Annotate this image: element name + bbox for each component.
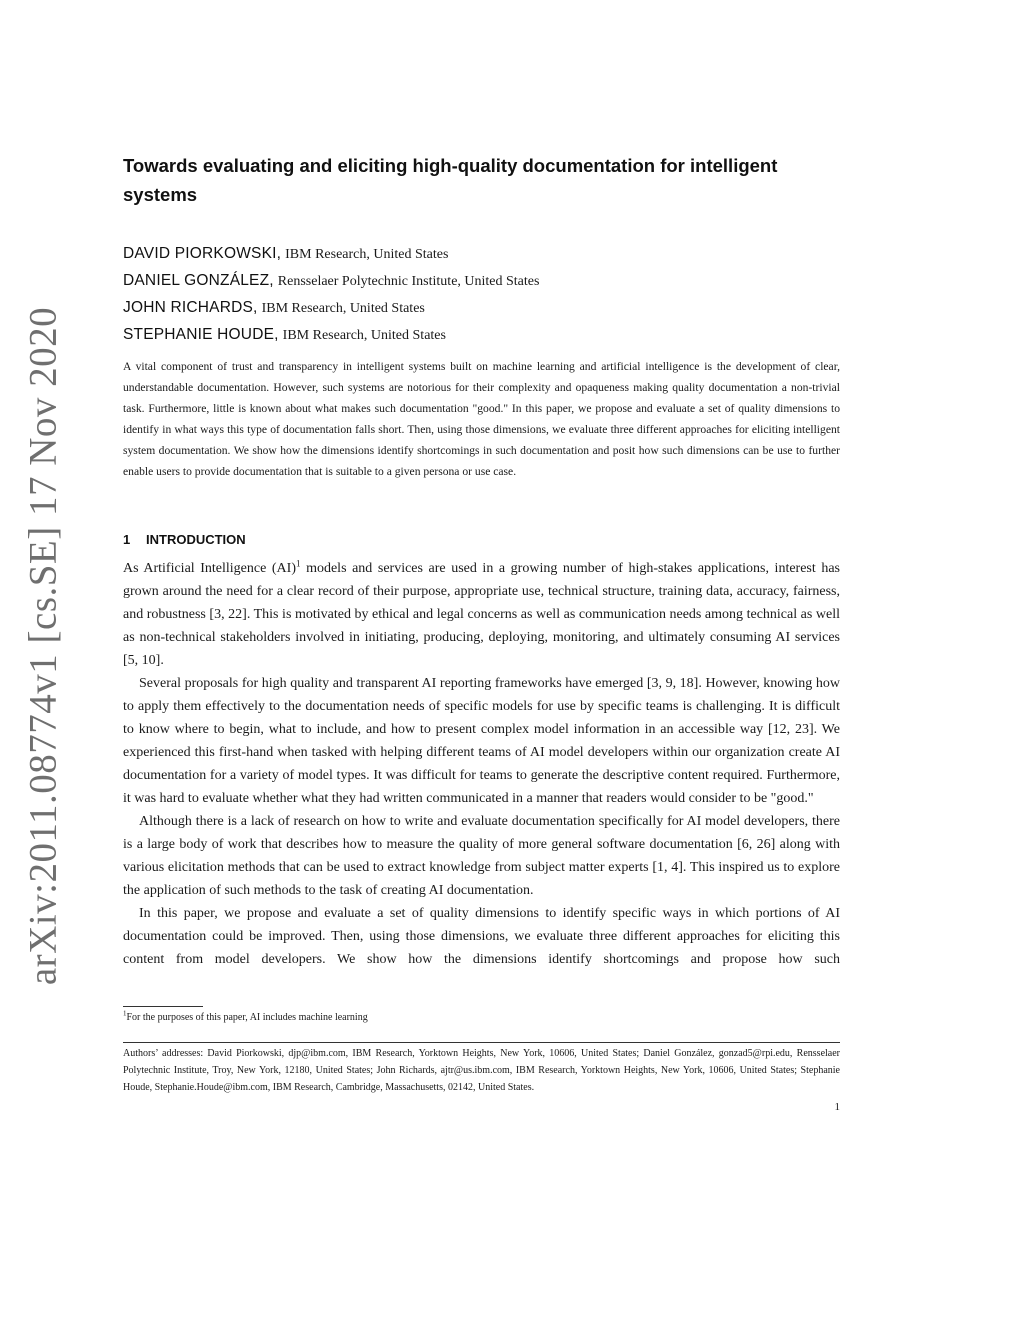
author-entry (123, 267, 840, 294)
arxiv-identifier-text: arXiv:2011.08774v1 [cs.SE] 17 Nov 2020 (21, 306, 65, 986)
body-paragraph: Although there is a lack of research on how to write and evaluate documentation specifically for AI model developers, there is a large body of work that describes how to measure the quality of more general software documentation [6, 26] along with various elicitation methods that can be used to extract knowledge from subject matter experts [1, 4]. This inspired us to explore the application of such methods to the task of creating AI documentation. (123, 814, 840, 898)
paragraph-text: models and services are used in a growing number of high-stakes applications, interest has grown around the need for a clear record of their purpose, appropriate use, technical structure, training data, accuracy, fairness, and robustness [3, 22]. This is motivated by ethical and legal concerns as well as communication needs among technical as well as non-technical stakeholders involved in initiating, producing, deploying, monitoring, and ultimately consuming AI services [5, 10]. (123, 561, 840, 668)
author-name: JOHN RICHARDS, (123, 299, 258, 316)
author-entry (123, 294, 840, 321)
footnote (123, 1011, 840, 1025)
author-list (123, 240, 840, 348)
body-paragraph: Several proposals for high quality and transparent AI reporting frameworks have emerged [3, 9, 18]. However, knowing how to apply them effectively to the documentation needs of specific models for use by specific teams is challenging. It is difficult to know where to begin, what to include, and how to present complex model information in an accessible way [12, 23]. We experienced this first-hand when tasked with helping different teams of AI model developers within our organization create AI documentation for a variety of model types. It was difficult for teams to generate the descriptive content required. Furthermore, it was hard to evaluate whether what they had written communicated in a manner that readers would consider to be "good." (123, 676, 840, 806)
author-name: STEPHANIE HOUDE, (123, 326, 279, 343)
section-heading (123, 530, 840, 550)
footnote-divider (123, 1006, 203, 1007)
section-number: 1 (123, 532, 131, 547)
author-name: DAVID PIORKOWSKI, (123, 245, 282, 262)
footnote-mark: 1 (123, 1009, 127, 1018)
author-entry (123, 321, 840, 348)
author-name: DANIEL GONZÁLEZ, (123, 272, 274, 289)
section-title: INTRODUCTION (146, 532, 246, 547)
author-affiliation: Rensselaer Polytechnic Institute, United States (277, 274, 540, 289)
author-affiliation: IBM Research, United States (282, 328, 446, 343)
body-paragraph: In this paper, we propose and evaluate a set of quality dimensions to identify specific ways in which portions of AI documentation could be improved. Then, using those dimensions, we evaluate three different approaches for eliciting this content from model developers. We show how the dimensions identify shortcomings and propose how such (123, 906, 840, 967)
section-body (123, 557, 840, 971)
body-paragraph (123, 557, 840, 672)
author-affiliation: IBM Research, United States (285, 247, 449, 262)
author-addresses: Authors’ addresses: David Piorkowski, djp@ibm.com, IBM Research, Yorktown Heights, New York, 10606, United States; Daniel González, gonzad5@rpi.edu, Rensselaer Polytechnic Institute, Troy, New York, 12180, United States; John Richards, ajtr@us.ibm.com, IBM Research, Yorktown Heights, New York, 10606, United States; Stephanie Houde, Stephanie.Houde@ibm.com, IBM Research, Cambridge, Massachusetts, 02142, United States. (123, 1048, 840, 1093)
author-entry (123, 240, 840, 267)
footnote-text: For the purposes of this paper, AI includes machine learning (126, 1012, 368, 1023)
addresses-divider (123, 1042, 840, 1043)
author-affiliation: IBM Research, United States (261, 301, 425, 316)
page-number: 1 (834, 1101, 840, 1113)
paragraph-text: As Artificial Intelligence (AI) (123, 561, 296, 576)
paper-title: Towards evaluating and eliciting high-quality documentation for intelligent systems (123, 155, 778, 205)
footnote-marker: 1 (296, 558, 301, 569)
abstract: A vital component of trust and transparency in intelligent systems built on machine learning and artificial intelligence is the development of clear, understandable documentation. However, such systems are notorious for their complexity and opaqueness making quality documentation a non-trivial task. Furthermore, little is known about what makes such documentation "good." In this paper, we propose and evaluate a set of quality dimensions to identify in what ways this type of documentation falls short. Then, using those dimensions, we evaluate three different approaches for eliciting intelligent system documentation. We show how the dimensions identify shortcomings in such documentation and posit how such dimensions can be use to further enable users to provide documentation that is suitable to a given persona or use case. (123, 360, 840, 478)
